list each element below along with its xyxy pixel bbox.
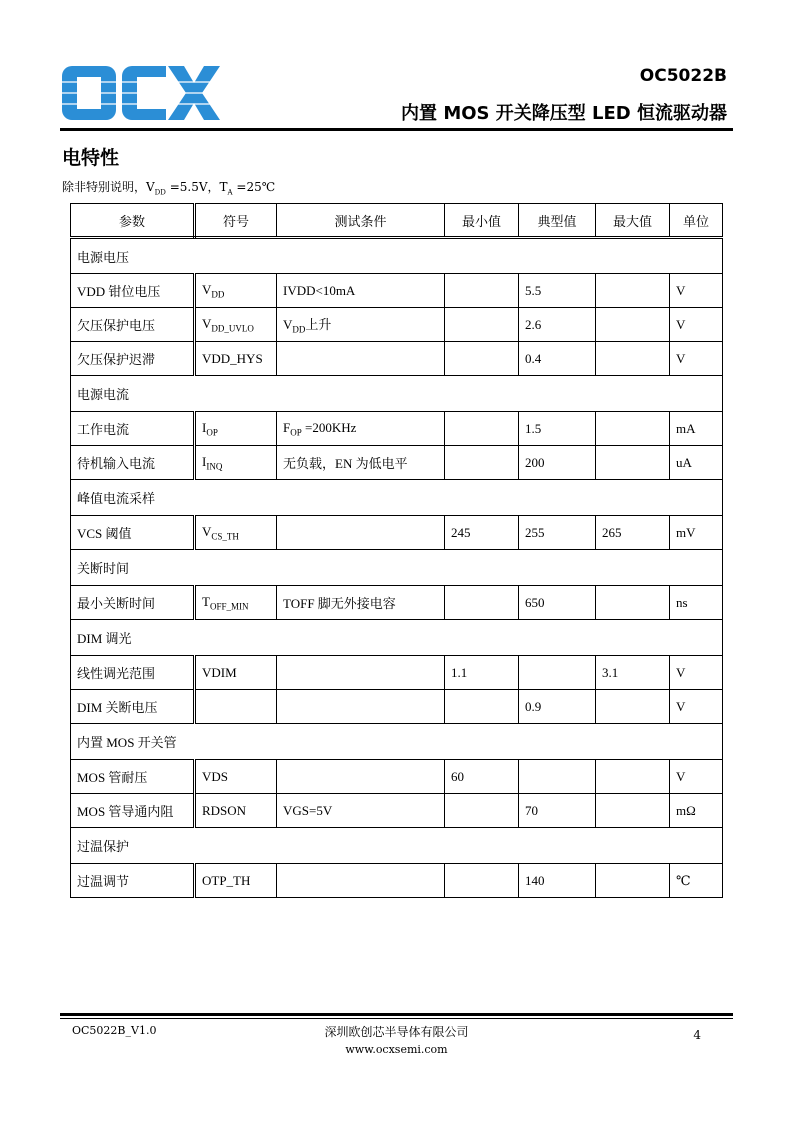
condition-cell <box>277 656 445 690</box>
symbol-cell: $V_{DD\_UVLO}$ <box>195 308 277 342</box>
typ-cell: 200 <box>519 446 596 480</box>
condition-cell: VGS=5V <box>277 794 445 828</box>
condition-cell: IVDD<10mA <box>277 274 445 308</box>
group-row <box>71 828 723 864</box>
symbol-cell: $I_{OP}$ <box>195 412 277 446</box>
document-subtitle: 内置 MOS 开关降压型 LED 恒流驱动器 <box>401 103 727 124</box>
typ-cell: 650 <box>519 586 596 620</box>
min-cell <box>445 412 519 446</box>
header-symbol: 符号 <box>195 204 277 238</box>
company-url: www.ocxsemi.com <box>345 1043 448 1056</box>
typ-cell: 5.5 <box>519 274 596 308</box>
document-version: OC5022B_V1.0 <box>72 1024 157 1037</box>
header-param: 参数 <box>71 204 195 238</box>
param-cell: MOS 管耐压 <box>71 760 195 794</box>
typ-cell: 2.6 <box>519 308 596 342</box>
param-cell: MOS 管导通内阻 <box>71 794 195 828</box>
min-cell <box>445 274 519 308</box>
header-typ: 典型值 <box>519 204 596 238</box>
unit-cell: mV <box>670 516 723 550</box>
unit-cell: V <box>670 274 723 308</box>
header-divider <box>60 128 733 131</box>
min-cell: 60 <box>445 760 519 794</box>
section-title: 电特性 <box>62 147 120 169</box>
group-row <box>71 620 723 656</box>
condition-cell: 无负载，EN 为低电平 <box>277 446 445 480</box>
condition-cell <box>277 690 445 724</box>
param-cell: 工作电流 <box>71 412 195 446</box>
symbol-cell: $V_{CS\_TH}$ <box>195 516 277 550</box>
symbol-cell: VDD_HYS <box>195 342 277 376</box>
symbol-cell <box>195 690 277 724</box>
param-cell: 最小关断时间 <box>71 586 195 620</box>
group-label: 峰值电流采样 <box>71 480 723 516</box>
table-row <box>71 308 723 342</box>
group-label: DIM 调光 <box>71 620 723 656</box>
max-cell <box>596 690 670 724</box>
max-cell <box>596 342 670 376</box>
min-cell: 1.1 <box>445 656 519 690</box>
table-row <box>71 864 723 898</box>
test-condition-note: 除非特别说明，$V_{DD} =5.5V$，$T_A$ =25℃ <box>62 180 276 197</box>
unit-cell: V <box>670 656 723 690</box>
max-cell <box>596 446 670 480</box>
group-row <box>71 724 723 760</box>
min-cell <box>445 864 519 898</box>
condition-cell: TOFF 脚无外接电容 <box>277 586 445 620</box>
symbol-cell: $T_{OFF\_MIN}$ <box>195 586 277 620</box>
symbol-cell: OTP_TH <box>195 864 277 898</box>
page-number: 4 <box>693 1028 701 1042</box>
param-cell: 待机输入电流 <box>71 446 195 480</box>
condition-cell <box>277 760 445 794</box>
unit-cell: V <box>670 690 723 724</box>
max-cell <box>596 794 670 828</box>
min-cell <box>445 794 519 828</box>
company-name: 深圳欧创芯半导体有限公司 <box>324 1025 469 1039</box>
min-cell <box>445 308 519 342</box>
unit-cell: ℃ <box>670 864 723 898</box>
max-cell <box>596 274 670 308</box>
header-min: 最小值 <box>445 204 519 238</box>
table-row <box>71 656 723 690</box>
unit-cell: V <box>670 308 723 342</box>
table-row <box>71 412 723 446</box>
symbol-cell: $I_{INQ}$ <box>195 446 277 480</box>
symbol-cell: $V_{DD}$ <box>195 274 277 308</box>
group-row <box>71 238 723 274</box>
typ-cell: 0.9 <box>519 690 596 724</box>
group-label: 电源电流 <box>71 376 723 412</box>
max-cell <box>596 586 670 620</box>
min-cell <box>445 446 519 480</box>
max-cell <box>596 412 670 446</box>
symbol-cell: VDS <box>195 760 277 794</box>
param-cell: VDD 钳位电压 <box>71 274 195 308</box>
max-cell <box>596 308 670 342</box>
group-label: 关断时间 <box>71 550 723 586</box>
typ-cell: 1.5 <box>519 412 596 446</box>
param-cell: VCS 阈值 <box>71 516 195 550</box>
unit-cell: uA <box>670 446 723 480</box>
min-cell <box>445 690 519 724</box>
electrical-characteristics-table <box>70 203 723 898</box>
group-label: 内置 MOS 开关管 <box>71 724 723 760</box>
table-row <box>71 274 723 308</box>
table-row <box>71 516 723 550</box>
max-cell: 3.1 <box>596 656 670 690</box>
typ-cell <box>519 760 596 794</box>
condition-cell <box>277 864 445 898</box>
header-condition: 测试条件 <box>277 204 445 238</box>
condition-cell <box>277 516 445 550</box>
ocx-logo <box>62 66 220 120</box>
min-cell <box>445 586 519 620</box>
min-cell: 245 <box>445 516 519 550</box>
table-row <box>71 690 723 724</box>
footer-divider-thin <box>60 1018 733 1019</box>
typ-cell: 140 <box>519 864 596 898</box>
unit-cell: ns <box>670 586 723 620</box>
condition-cell <box>277 342 445 376</box>
min-cell <box>445 342 519 376</box>
symbol-cell: VDIM <box>195 656 277 690</box>
footer-divider <box>60 1013 733 1016</box>
typ-cell: 255 <box>519 516 596 550</box>
max-cell <box>596 760 670 794</box>
unit-cell: mΩ <box>670 794 723 828</box>
condition-cell: $F_{OP} =200KHz$ <box>277 412 445 446</box>
table-row <box>71 342 723 376</box>
unit-cell: V <box>670 342 723 376</box>
group-label: 电源电压 <box>71 238 723 274</box>
unit-cell: V <box>670 760 723 794</box>
max-cell: 265 <box>596 516 670 550</box>
typ-cell: 0.4 <box>519 342 596 376</box>
symbol-cell: RDSON <box>195 794 277 828</box>
param-cell: DIM 关断电压 <box>71 690 195 724</box>
group-row <box>71 480 723 516</box>
group-label: 过温保护 <box>71 828 723 864</box>
table-header-row <box>71 204 723 238</box>
header-unit: 单位 <box>670 204 723 238</box>
typ-cell: 70 <box>519 794 596 828</box>
group-row <box>71 376 723 412</box>
table-row <box>71 586 723 620</box>
unit-cell: mA <box>670 412 723 446</box>
param-cell: 欠压保护迟滞 <box>71 342 195 376</box>
table-row <box>71 794 723 828</box>
table-row <box>71 760 723 794</box>
param-cell: 线性调光范围 <box>71 656 195 690</box>
header-max: 最大值 <box>596 204 670 238</box>
param-cell: 欠压保护电压 <box>71 308 195 342</box>
part-number: OC5022B <box>639 66 727 86</box>
typ-cell <box>519 656 596 690</box>
group-row <box>71 550 723 586</box>
max-cell <box>596 864 670 898</box>
table-row <box>71 446 723 480</box>
condition-cell: $V_{DD}$上升 <box>277 308 445 342</box>
param-cell: 过温调节 <box>71 864 195 898</box>
